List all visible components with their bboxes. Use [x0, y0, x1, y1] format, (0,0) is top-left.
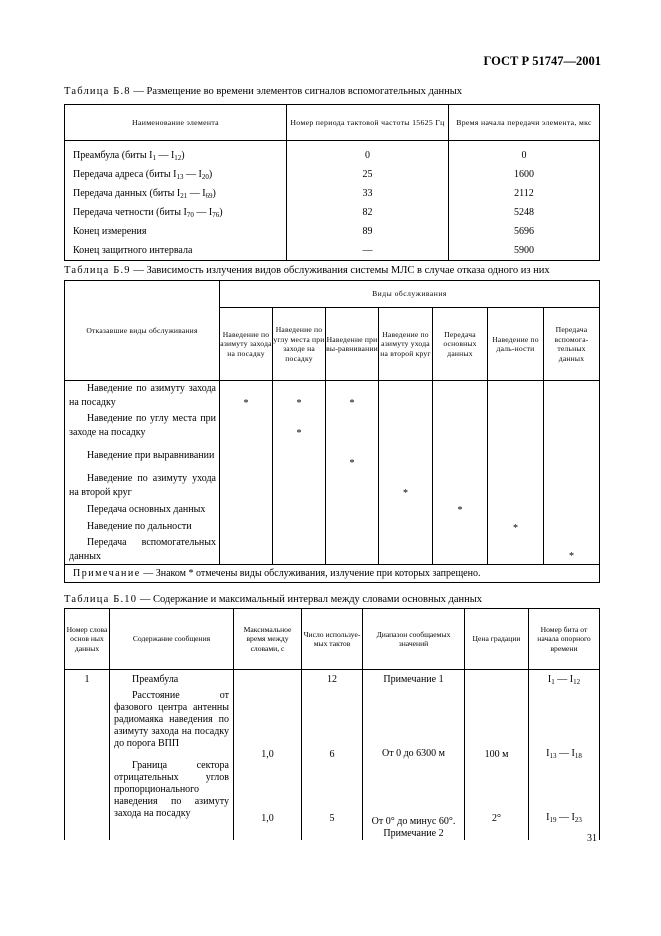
period-number-cell: 25 [287, 165, 449, 184]
table-row [65, 203, 600, 222]
column-header-start-time: Время начала передачи элемента, мкс [449, 105, 600, 141]
service-mark-cell [433, 471, 488, 501]
element-name-text: Конец защитного интервала [73, 245, 193, 256]
element-name-close: ) [208, 168, 213, 180]
message-content-cell: Граница сектора отрицательных углов пропорционального наведения по азимуту захода на посадку [110, 760, 234, 840]
service-mark-cell [544, 381, 600, 412]
service-mark-cell [326, 471, 379, 501]
column-header-service: Наведение по углу места при заходе на посадку [273, 308, 326, 381]
table10 [64, 608, 600, 840]
service-mark-cell [326, 518, 379, 536]
bit-subscript: 1 [551, 678, 555, 686]
table-row [65, 518, 600, 536]
column-header-service: Передача вспомога-тельных данных [544, 308, 600, 381]
service-mark-cell [379, 501, 433, 518]
table-note-row [65, 565, 600, 583]
table9-note [65, 565, 600, 583]
table-row [65, 184, 600, 203]
failed-service-name: Наведение по углу места при заходе на посадку [65, 411, 220, 441]
table9-label: Таблица Б.9 [64, 265, 131, 276]
table-row [65, 536, 600, 565]
table-row [65, 471, 600, 501]
table-header-row [65, 281, 600, 308]
table-row [65, 141, 600, 166]
table9-caption [64, 265, 550, 276]
step-cell: 100 м [465, 690, 529, 760]
service-mark-cell: * [544, 536, 600, 565]
column-header-service: Наведение при вы-равнивании [326, 308, 379, 381]
table10-title: — Содержание и максимальный интервал между словами основных данных [137, 594, 483, 605]
element-name-cell [65, 165, 287, 184]
period-number-cell: — [287, 241, 449, 261]
service-mark-cell [273, 471, 326, 501]
service-mark-cell: * [488, 518, 544, 536]
service-mark-cell [379, 381, 433, 412]
element-name-close: ) [212, 187, 216, 199]
word-number-cell: 1 [65, 670, 110, 691]
service-mark-cell [433, 518, 488, 536]
table10-label: Таблица Б.10 [64, 594, 138, 605]
bit-subscript: 70 [186, 210, 194, 219]
service-mark-cell: * [326, 381, 379, 412]
service-mark-cell [544, 471, 600, 501]
table9-title: — Зависимость излучения видов обслуживания системы МЛС в случае отказа одного из них [130, 265, 550, 276]
element-name-cell [65, 184, 287, 203]
failed-service-name: Наведение по дальности [65, 518, 220, 536]
failed-service-name: Передача вспомогательных данных [65, 536, 220, 565]
table8-label: Таблица Б.8 [64, 86, 131, 97]
bit-subscript: 12 [174, 153, 182, 162]
bit-subscript: 69 [205, 191, 213, 200]
table-header-row [65, 105, 600, 141]
element-name-text: Передача данных (биты I [73, 187, 181, 199]
column-header-max-time: Максимальное время между словами, с [234, 609, 302, 670]
service-mark-cell [488, 411, 544, 441]
column-header-word-number: Номер слова основ ных данных [65, 609, 110, 670]
service-mark-cell [220, 518, 273, 536]
element-name-text: Конец измерения [73, 226, 147, 237]
table8-title: — Размещение во времени элементов сигналов вспомогательных данных [130, 86, 463, 97]
bit-number-cell: $I_{19}$ — $I_{23}$ [529, 760, 600, 840]
service-mark-cell [433, 441, 488, 471]
table-row [65, 670, 600, 691]
table8-caption [64, 86, 462, 97]
element-name-close: ) [181, 149, 185, 161]
service-mark-cell [379, 536, 433, 565]
failed-service-name: Передача основных данных [65, 501, 220, 518]
table-row [65, 222, 600, 241]
bit-subscript: 13 [176, 172, 184, 181]
service-mark-cell [433, 536, 488, 565]
element-name-cell [65, 222, 287, 241]
table-row [65, 411, 600, 441]
service-mark-cell [544, 411, 600, 441]
service-mark-cell [488, 381, 544, 412]
start-time-cell: 2112 [449, 184, 600, 203]
period-number-cell: 0 [287, 141, 449, 166]
element-name-dash: — I [193, 206, 213, 218]
service-mark-cell [220, 536, 273, 565]
max-time-cell [234, 670, 302, 691]
failed-service-name: Наведение при выравнивании [65, 441, 220, 471]
table8 [64, 104, 600, 261]
cycles-cell: 6 [302, 690, 363, 760]
value-range-cell: От 0 до 6300 м [363, 690, 465, 760]
column-header-element-name: Наименование элемента [65, 105, 287, 141]
max-time-cell: 1,0 [234, 690, 302, 760]
service-mark-cell: * [433, 501, 488, 518]
column-header-failed-services: Отказавшие виды обслуживания [65, 281, 220, 381]
cycles-cell: 12 [302, 670, 363, 691]
service-mark-cell [544, 501, 600, 518]
table-row [65, 760, 600, 840]
service-mark-cell [433, 381, 488, 412]
column-header-message-content: Содержание сообщения [110, 609, 234, 670]
step-cell [465, 670, 529, 691]
service-mark-cell: * [220, 381, 273, 412]
service-mark-cell [488, 501, 544, 518]
value-range-cell: От 0° до минус 60°. Примечание 2 [363, 760, 465, 840]
bit-subscript: 76 [212, 210, 220, 219]
message-content-cell: Преамбула [110, 670, 234, 691]
bit-subscript: 13 [549, 752, 557, 760]
element-name-text: Преамбула (биты I [73, 149, 153, 161]
start-time-cell: 5248 [449, 203, 600, 222]
bit-subscript: 12 [573, 678, 581, 686]
service-mark-cell [433, 411, 488, 441]
document-header: ГОСТ Р 51747—2001 [483, 54, 601, 68]
table-row [65, 690, 600, 760]
bit-subscript: 18 [574, 752, 582, 760]
service-mark-cell [544, 441, 600, 471]
note-label: Примечание [73, 568, 141, 579]
column-header-service: Передача основных данных [433, 308, 488, 381]
service-mark-cell: * [273, 381, 326, 412]
service-mark-cell: * [326, 441, 379, 471]
page-number: 31 [587, 833, 597, 844]
service-mark-cell: * [379, 471, 433, 501]
table-row [65, 501, 600, 518]
column-header-service: Наведение по даль-ности [488, 308, 544, 381]
bit-number-cell: $I_{13}$ — $I_{18}$ [529, 690, 600, 760]
column-header-service: Наведение по азимуту ухода на второй круг [379, 308, 433, 381]
table-row [65, 441, 600, 471]
bit-number-cell: $I_1$ — $I_{12}$ [529, 670, 600, 691]
element-name-cell [65, 203, 287, 222]
column-header-cycles: Число используе-мых тактов [302, 609, 363, 670]
column-header-step: Цена градации [465, 609, 529, 670]
element-name-dash: — I [187, 187, 206, 199]
service-mark-cell [488, 441, 544, 471]
start-time-cell: 5696 [449, 222, 600, 241]
start-time-cell: 1600 [449, 165, 600, 184]
service-mark-cell [273, 518, 326, 536]
service-mark-cell [220, 441, 273, 471]
table-row [65, 381, 600, 412]
bit-subscript: 1 [152, 153, 156, 162]
service-mark-cell [488, 536, 544, 565]
service-mark-cell [544, 518, 600, 536]
note-text: — Знаком * отмечены виды обслуживания, излучение при которых запрещено. [140, 568, 481, 579]
cycles-cell: 5 [302, 760, 363, 840]
table9 [64, 280, 600, 583]
table-row [65, 241, 600, 261]
table-header-row [65, 609, 600, 670]
element-name-cell [65, 241, 287, 261]
bit-subscript: 19 [549, 816, 557, 824]
element-name-close: ) [219, 206, 223, 218]
word-number-cell [65, 690, 110, 760]
column-group-header-services: Виды обслуживания [220, 281, 600, 308]
column-header-period-number: Номер периода тактовой частоты 15625 Гц [287, 105, 449, 141]
period-number-cell: 82 [287, 203, 449, 222]
column-header-bit-number: Номер бита от начала опорного времени [529, 609, 600, 670]
step-cell: 2° [465, 760, 529, 840]
element-name-text: Передача четности (биты I [73, 206, 187, 218]
message-content-cell: Расстояние от фазового центра антенны радиомаяка наведения по азимуту захода на посадку до порога ВПП [110, 690, 234, 760]
service-mark-cell [488, 471, 544, 501]
service-mark-cell [220, 411, 273, 441]
failed-service-name: Наведение по азимуту захода на посадку [65, 381, 220, 412]
column-header-value-range: Диапазон сообщаемых значений [363, 609, 465, 670]
period-number-cell: 33 [287, 184, 449, 203]
service-mark-cell [220, 501, 273, 518]
element-name-dash: — I [183, 168, 202, 180]
service-mark-cell [326, 411, 379, 441]
value-range-cell: Примечание 1 [363, 670, 465, 691]
word-number-cell [65, 760, 110, 840]
service-mark-cell [273, 441, 326, 471]
table-row [65, 165, 600, 184]
element-name-text: Передача адреса (биты I [73, 168, 177, 180]
bit-subscript: 20 [201, 172, 209, 181]
service-mark-cell [379, 518, 433, 536]
service-mark-cell: * [273, 411, 326, 441]
max-time-cell: 1,0 [234, 760, 302, 840]
bit-subscript: 23 [574, 816, 582, 824]
service-mark-cell [379, 411, 433, 441]
element-name-dash: — I [155, 149, 175, 161]
service-mark-cell [326, 501, 379, 518]
column-header-service: Наведение по азимуту захода на посадку [220, 308, 273, 381]
service-mark-cell [326, 536, 379, 565]
start-time-cell: 0 [449, 141, 600, 166]
service-mark-cell [273, 501, 326, 518]
service-mark-cell [220, 471, 273, 501]
period-number-cell: 89 [287, 222, 449, 241]
table10-caption [64, 594, 482, 605]
service-mark-cell [379, 441, 433, 471]
start-time-cell: 5900 [449, 241, 600, 261]
element-name-cell [65, 141, 287, 166]
failed-service-name: Наведение по азимуту ухода на второй круг [65, 471, 220, 501]
bit-subscript: 21 [180, 191, 188, 200]
service-mark-cell [273, 536, 326, 565]
